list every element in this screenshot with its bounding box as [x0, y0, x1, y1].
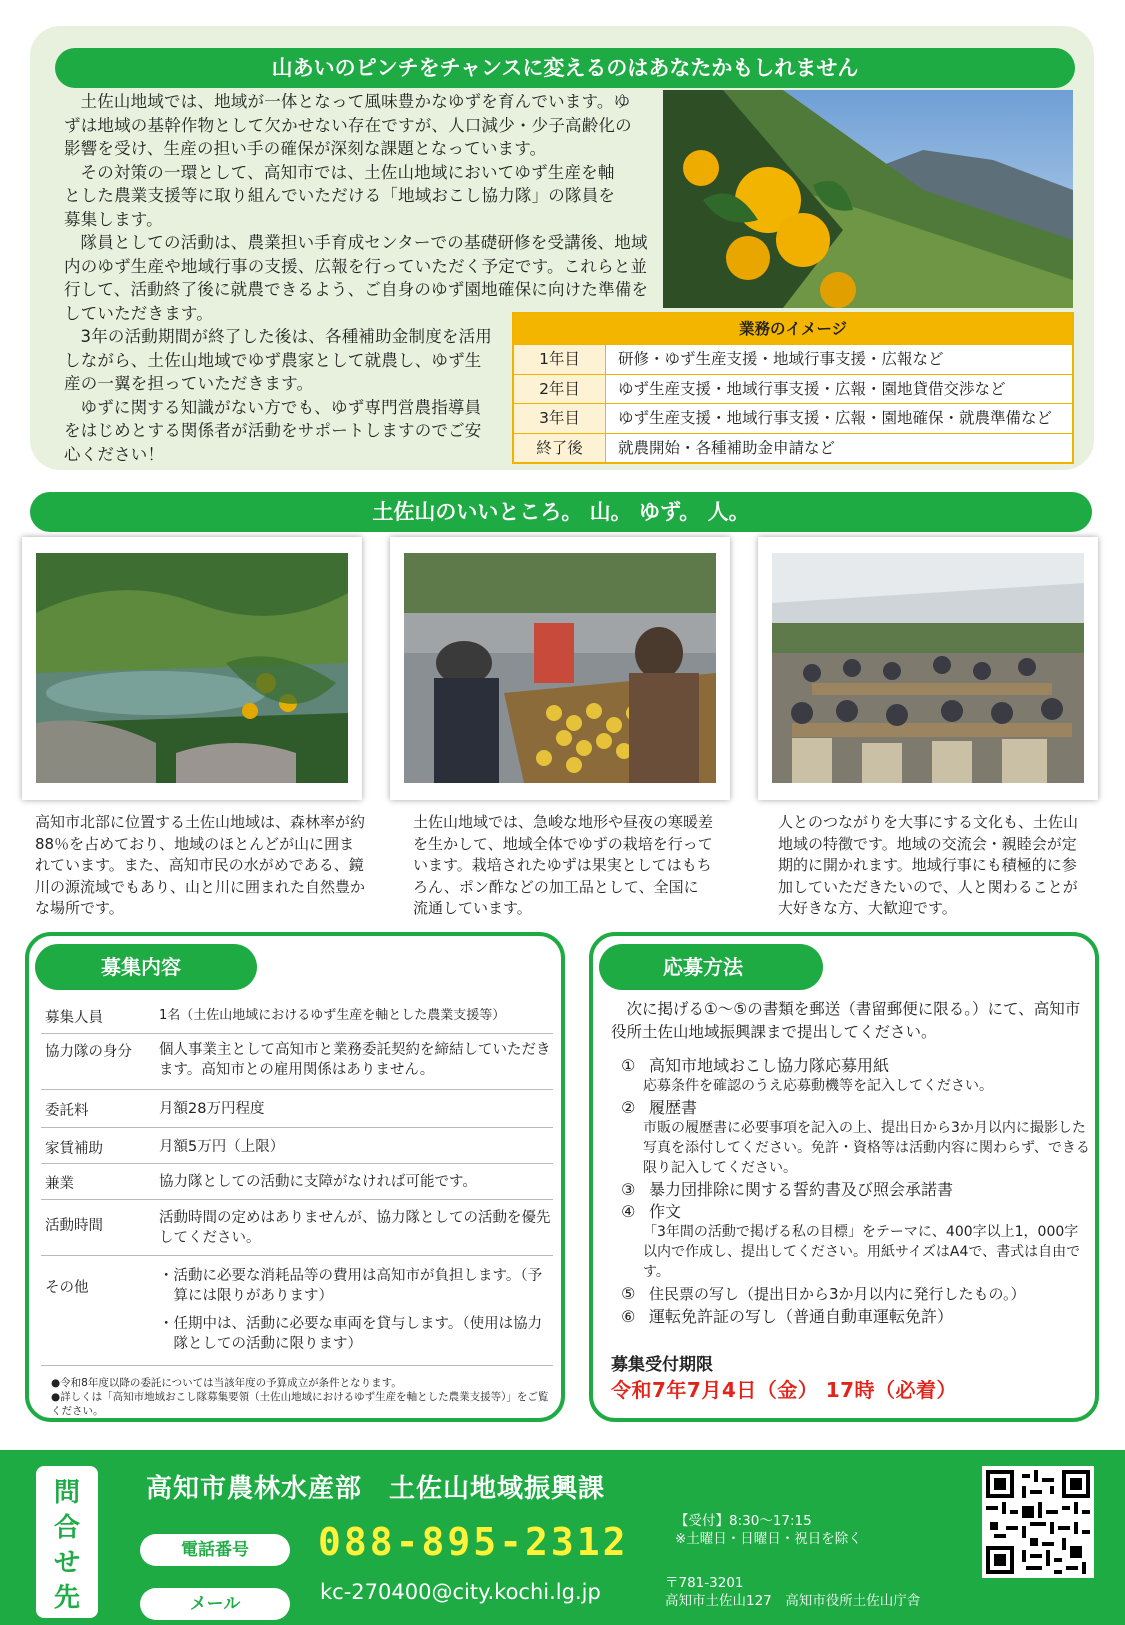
task-table	[512, 312, 1074, 464]
table-row	[41, 1034, 553, 1090]
photo-card-people	[758, 537, 1098, 800]
row-key: 協力隊の身分	[45, 1044, 132, 1060]
row-key: 家賃補助	[45, 1141, 103, 1157]
table-row	[41, 1164, 553, 1200]
item-title: 作文	[649, 1202, 682, 1221]
row-value	[159, 1128, 553, 1163]
application-title: 応募方法	[599, 944, 823, 990]
river-photo	[36, 553, 348, 783]
row-value	[159, 1164, 553, 1199]
row-value-text: 協力隊としての活動に支障がなければ可能です。	[159, 1174, 477, 1190]
hours-note: ※土曜日・日曜日・祝日を除く	[675, 1531, 862, 1547]
table-row	[514, 374, 1072, 404]
item-title: 住民票の写し（提出日から3か月以内に発行したもの。）	[649, 1285, 1026, 1303]
postal-address	[665, 1574, 920, 1610]
list-item	[621, 1201, 1091, 1282]
recruitment-table	[41, 1000, 553, 1366]
row-value-text: 月額5万円（上限）	[159, 1139, 285, 1155]
row-key: 募集人員	[45, 1010, 103, 1026]
table-row	[514, 433, 1072, 463]
inquiry-label	[36, 1466, 98, 1618]
list-item	[621, 1283, 1091, 1305]
item-number: ③	[621, 1180, 636, 1199]
item-title: 高知市地域おこし協力隊応募用紙	[649, 1056, 890, 1075]
task-desc: 就農開始・各種補助金申請など	[618, 438, 836, 457]
email-label: メール	[140, 1588, 290, 1620]
row-value-text: ・活動に必要な消耗品等の費用は高知市が負担します。（予算には限りがあります）	[159, 1268, 543, 1304]
list-item	[621, 1097, 1091, 1178]
recruitment-title: 募集内容	[35, 944, 257, 990]
postal-code: 〒781-3201	[665, 1575, 744, 1591]
email-address[interactable]: kc-270400@city.kochi.lg.jp	[320, 1580, 601, 1604]
task-year: 3年目	[514, 404, 606, 433]
table-row	[514, 344, 1072, 374]
item-number: ①	[621, 1056, 636, 1075]
note: ●詳しくは「高知市地域おこし隊募集要領（土佐山地域におけるゆず生産を軸とした農業支援等）」をご覧ください。	[51, 1391, 549, 1417]
caption-yuzu: 土佐山地域では、急峻な地形や昼夜の寒暖差を生かして、地域全体でゆずの栽培を行っています。栽培されたゆずは果実としてはもちろん、ポン酢などの加工品として、全国に流通しています。	[413, 813, 714, 917]
yuzu-photo	[663, 90, 1073, 308]
office-hours	[675, 1512, 862, 1548]
row-value-text: 個人事業主として高知市と業務委託契約を締結していただきます。高知市との雇用関係はありません。	[159, 1042, 551, 1078]
row-key: その他	[45, 1280, 89, 1296]
list-item	[621, 1179, 1091, 1200]
task-year: 2年目	[514, 375, 606, 404]
table-row	[41, 1090, 553, 1128]
row-value	[159, 1256, 553, 1365]
gathering-photo	[772, 553, 1084, 783]
qr-code[interactable]	[982, 1466, 1094, 1578]
table-row	[41, 1256, 553, 1366]
item-title: 履歴書	[649, 1098, 698, 1117]
intro-paragraph: ゆずに関する知識がない方でも、ゆず専門営農指導員をはじめとする関係者が活動をサポートしますのでご安心ください！	[64, 397, 482, 464]
phone-label: 電話番号	[140, 1534, 290, 1566]
photo-card-mountain	[22, 537, 362, 800]
photo-card-yuzu	[390, 537, 730, 800]
inquiry-text: 問合せ先	[53, 1478, 80, 1613]
item-number: ⑥	[621, 1307, 636, 1326]
row-key: 委託料	[45, 1103, 89, 1119]
deadline: 令和7年7月4日（金） 17時（必着）	[611, 1378, 958, 1402]
row-value-text: 1名（土佐山地域におけるゆず生産を軸とした農業支援等）	[159, 1008, 506, 1023]
task-year: 1年目	[514, 345, 606, 374]
caption-people: 人とのつながりを大事にする文化も、土佐山地域の特徴です。地域の交流会・親睦会が定期的に開かれます。地域行事にも積極的に参加していただきたいので、人と関わることが大好きな方、大歓迎です。	[778, 813, 1079, 917]
row-value-text: 活動時間の定めはありませんが、協力隊としての活動を優先してください。	[159, 1210, 551, 1246]
caption-mountain: 高知市北部に位置する土佐山地域は、森林率が約88％を占めており、地域のほとんどが山に囲まれています。また、高知市民の水がめである、鏡川の源流域でもあり、山と川に囲まれた自然豊かな場所です。	[35, 813, 366, 917]
note: ●令和8年度以降の委託については当該年度の予算成立が条件となります。	[51, 1377, 402, 1389]
row-key: 活動時間	[45, 1218, 103, 1234]
address-text: 高知市土佐山127 高知市役所土佐山庁舎	[665, 1593, 921, 1609]
table-row	[514, 403, 1072, 433]
task-desc: ゆず生産支援・地域行事支援・広報・園地確保・就農準備など	[618, 409, 1053, 427]
intro-paragraph: その対策の一環として、高知市では、土佐山地域においてゆず生産を軸とした農業支援等に取り組んでいただける「地域おこし協力隊」の隊員を募集します。	[64, 162, 616, 229]
recruitment-box	[25, 932, 565, 1422]
task-desc: 研修・ゆず生産支援・地域行事支援・広報など	[618, 350, 944, 368]
department-name: 高知市農林水産部 土佐山地域振興課	[146, 1474, 606, 1504]
item-desc: 「3年間の活動で掲げる私の目標」をテーマに、400字以上1，000字以内で作成し、提出してください。用紙サイズはA4で、書式は自由です。	[643, 1224, 1081, 1280]
recruitment-notes	[51, 1376, 551, 1418]
task-table-title: 業務のイメージ	[514, 314, 1072, 344]
row-value	[159, 1200, 553, 1255]
contact-footer	[0, 1450, 1125, 1625]
intro-paragraph: 隊員としての活動は、農業担い手育成センターでの基礎研修を受講後、地域内のゆず生産や地域行事の支援、広報を行っていただく予定です。これらと並行して、活動終了後に就農できるよう、ご自身のゆず園地確保に向けた準備をしていただきます。	[64, 233, 649, 323]
item-title: 暴力団排除に関する誓約書及び照会承諾書	[649, 1180, 954, 1199]
table-row	[41, 1200, 553, 1256]
row-value-text: 月額28万円程度	[159, 1101, 265, 1117]
application-body	[611, 998, 1091, 1328]
intro-paragraph: 土佐山地域では、地域が一体となって風味豊かなゆずを育んでいます。ゆずは地域の基幹作物として欠かせない存在ですが、人口減少・少子高齢化の影響を受け、生産の担い手の確保が深刻な課題となっています。	[64, 92, 632, 158]
application-box	[589, 932, 1099, 1422]
list-item	[621, 1055, 1091, 1096]
task-desc: ゆず生産支援・地域行事支援・広報・園地貸借交渉など	[618, 379, 1006, 398]
item-number: ⑤	[621, 1284, 636, 1303]
row-value	[159, 1000, 553, 1033]
deadline-label: 募集受付期限	[611, 1355, 713, 1375]
section-banner: 土佐山のいいところ。 山。 ゆず。 人。	[30, 492, 1092, 532]
document-list	[611, 1055, 1091, 1327]
item-number: ②	[621, 1098, 636, 1117]
item-number: ④	[621, 1202, 636, 1221]
row-value	[159, 1090, 553, 1127]
item-desc: 応募条件を確認のうえ応募動機等を記入してください。	[643, 1078, 993, 1094]
list-item	[621, 1306, 1091, 1327]
item-desc: 市販の履歴書に必要事項を記入の上、提出日から3か月以内に撮影した写真を添付してください。免許・資格等は活動内容に関わらず、できる限り記入してください。	[643, 1120, 1090, 1176]
table-row	[41, 1000, 553, 1034]
row-key: 兼業	[45, 1176, 74, 1192]
intro-banner: 山あいのピンチをチャンスに変えるのはあなたかもしれません	[55, 48, 1075, 88]
row-value	[159, 1034, 553, 1089]
table-row	[41, 1128, 553, 1164]
item-title: 運転免許証の写し（普通自動車運転免許）	[649, 1307, 954, 1326]
intro-paragraph: 3年の活動期間が終了した後は、各種補助金制度を活用しながら、土佐山地域でゆず農家として就農し、ゆず生産の一翼を担っていただきます。	[64, 327, 492, 393]
phone-number[interactable]: 088-895-2312	[318, 1520, 629, 1564]
application-intro: 次に掲げる①～⑤の書類を郵送（書留郵便に限る。）にて、高知市役所土佐山地域振興課まで提出してください。	[611, 1000, 1081, 1041]
row-value-text: ・任期中は、活動に必要な車両を貸与します。（使用は協力隊としての活動に限ります）	[159, 1316, 543, 1352]
market-photo	[404, 553, 716, 783]
task-year: 終了後	[514, 434, 606, 463]
hours-text: 【受付】8:30～17:15	[675, 1513, 812, 1529]
